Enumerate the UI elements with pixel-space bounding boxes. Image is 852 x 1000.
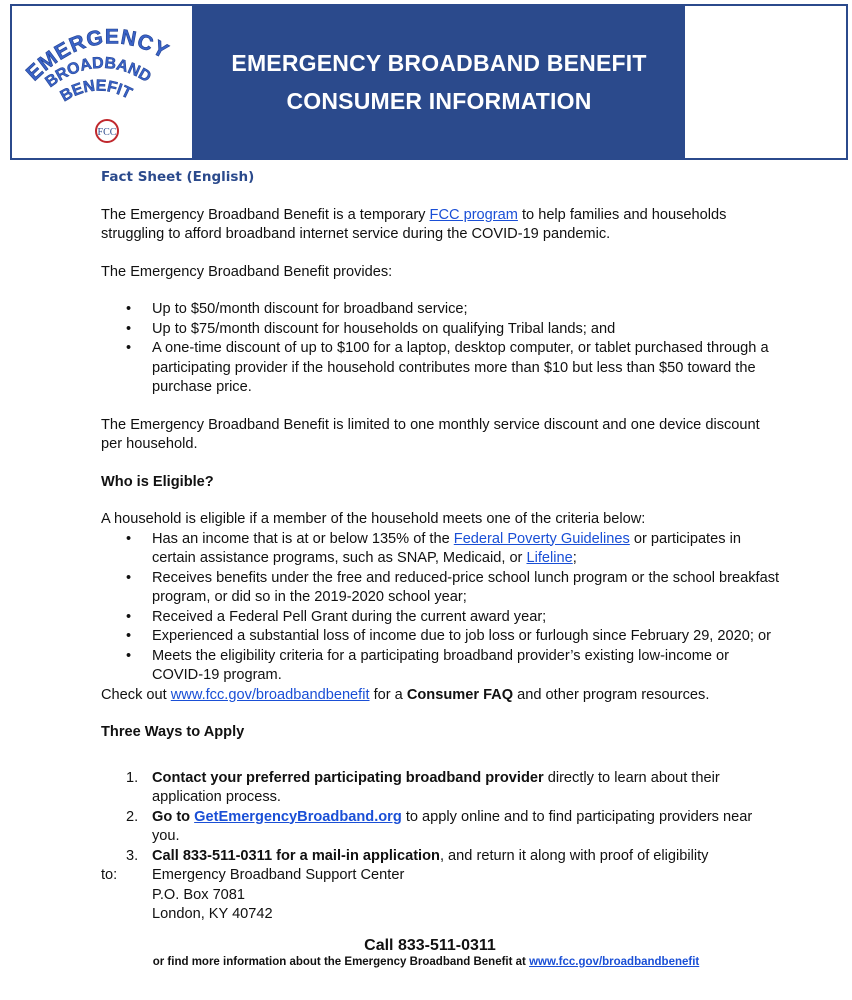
- fcc-broadband-benefit-link[interactable]: www.fcc.gov/broadbandbenefit: [170, 686, 370, 703]
- footer: [0, 936, 852, 970]
- step-number: 1.: [126, 769, 139, 786]
- svg-text:BENEFIT: [58, 78, 135, 106]
- header-title-line2: CONSUMER INFORMATION: [286, 88, 592, 114]
- list-item: [152, 530, 781, 569]
- checkout-text-a: Check out: [101, 686, 171, 703]
- elig-text-a: Has an income that is at or below 135% of the: [152, 530, 454, 547]
- step1-bold: Contact your preferred participating broadband provider: [152, 769, 544, 786]
- eligibility-intro: A household is eligible if a member of the household meets one of the criteria below:: [101, 511, 646, 527]
- apply-step-2: [126, 808, 781, 847]
- fcc-seal-text: FCC: [97, 127, 117, 138]
- elig-text-b: or participates in certain assistance programs, such as SNAP, Medicaid, or: [152, 530, 741, 566]
- header: [10, 4, 848, 160]
- logo-line3: BENEFIT: [57, 77, 135, 106]
- list-item: • Received a Federal Pell Grant during the current award year;: [152, 608, 781, 628]
- list-item: • Up to $50/month discount for broadband service;: [152, 300, 781, 320]
- apply-step-1: [126, 769, 781, 808]
- list-item: • Up to $75/month discount for households on qualifying Tribal lands; and: [152, 320, 781, 340]
- step-number: 2.: [126, 808, 139, 825]
- list-item: • Experienced a substantial loss of income due to job loss or furlough since February 29, 2020; or: [152, 627, 781, 647]
- intro-text-a: The Emergency Broadband Benefit is a temporary: [101, 206, 430, 223]
- checkout-text-b: for a: [369, 686, 407, 703]
- get-emergency-broadband-link[interactable]: GetEmergencyBroadband.org: [194, 808, 402, 825]
- header-right-blank: [685, 6, 846, 158]
- header-title-line1: EMERGENCY BROADBAND BENEFIT: [231, 50, 647, 76]
- lifeline-link[interactable]: Lifeline: [526, 550, 573, 566]
- address-line2: P.O. Box 7081: [152, 886, 246, 903]
- mailing-address: [101, 866, 781, 925]
- limit-paragraph: The Emergency Broadband Benefit is limited to one monthly service discount and one device discount per household.: [101, 416, 760, 452]
- provides-list: [101, 300, 781, 398]
- intro-paragraph: [101, 206, 781, 245]
- apply-heading: Three Ways to Apply: [101, 724, 245, 740]
- footer-more-text: or find more information about the Emergency Broadband Benefit at: [152, 956, 530, 968]
- provides-intro: The Emergency Broadband Benefit provides:: [101, 263, 393, 280]
- step3-rest: , and return it along with proof of eligibility: [439, 847, 709, 864]
- header-banner: [193, 6, 685, 158]
- emergency-broadband-benefit-logo: [12, 6, 192, 158]
- footer-fcc-link[interactable]: www.fcc.gov/broadbandbenefit: [529, 956, 700, 968]
- apply-step-3: [101, 847, 781, 925]
- list-item: • A one-time discount of up to $100 for a laptop, desktop computer, or tablet purchased through a participating provider if the household contributes more than $10 but less than $50 toward the purchase price.: [152, 339, 781, 398]
- main-content: [101, 168, 781, 925]
- address-to-label: to:: [101, 867, 118, 883]
- footer-call: Call 833-511-0311: [364, 937, 496, 954]
- checkout-paragraph: [101, 686, 781, 706]
- checkout-text-c: and other program resources.: [513, 686, 710, 703]
- address-line3: London, KY 40742: [152, 906, 273, 922]
- address-line1: Emergency Broadband Support Center: [152, 867, 405, 883]
- step1-rest: directly to learn about their application process.: [152, 769, 720, 805]
- logo-line2: BROADBAND: [42, 54, 154, 92]
- list-item: • Receives benefits under the free and reduced-price school lunch program or the school breakfast program, or did so in the 2019-2020 school year;: [152, 569, 781, 608]
- intro-text-b: to help families and households struggling to afford broadband internet service during the COVID-19 pandemic.: [101, 206, 727, 242]
- footer-more-info: [0, 955, 852, 970]
- apply-steps: [101, 769, 781, 925]
- eligibility-list: [101, 530, 781, 686]
- step-number: 3.: [126, 847, 139, 864]
- step2-bold: Go to: [152, 808, 195, 825]
- fcc-program-link[interactable]: FCC program: [429, 206, 518, 223]
- federal-poverty-guidelines-link[interactable]: Federal Poverty Guidelines: [453, 530, 630, 547]
- address-lines: [152, 866, 404, 925]
- step3-bold: Call 833-511-0311 for a mail-in application: [152, 847, 440, 864]
- logo: [12, 6, 193, 158]
- eligibility-heading: Who is Eligible?: [101, 473, 214, 490]
- logo-line1: EMERGENCY: [21, 25, 173, 86]
- consumer-faq-text: Consumer FAQ: [406, 686, 514, 703]
- elig-text-c: ;: [572, 550, 577, 566]
- step2-rest: to apply online and to find participating providers near you.: [152, 808, 753, 844]
- fact-sheet-label: Fact Sheet (English): [101, 169, 255, 185]
- list-item: • Meets the eligibility criteria for a participating broadband provider’s existing low-income or COVID-19 program.: [152, 647, 781, 686]
